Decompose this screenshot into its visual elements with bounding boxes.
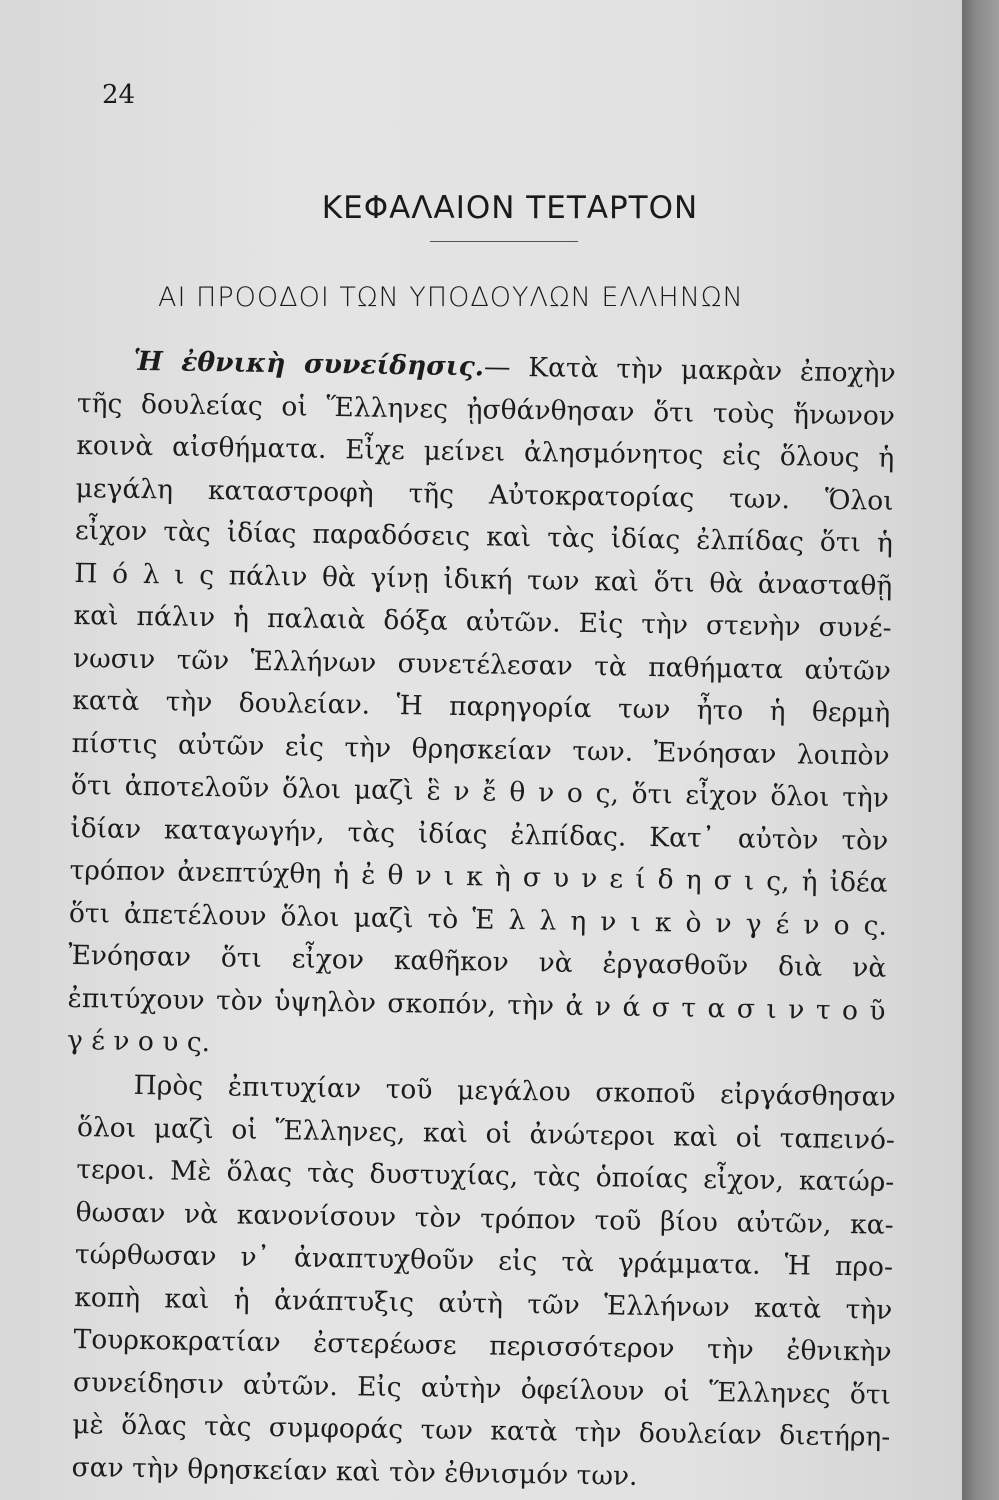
text-line: ὅλοι μαζὶ οἱ Ἕλληνες, καὶ οἱ ἀνώτεροι καὶ οἱ ταπεινό-	[76, 1111, 896, 1156]
scan-page-edge	[962, 0, 999, 1500]
text-line: τεροι. Μὲ ὅλας τὰς δυστυχίας, τὰς ὁποίας εἶχον, κατώρ-	[76, 1153, 895, 1198]
text-line: μεγάλη καταστροφὴ τῆς Αὐτοκρατορίας των. Ὅλοι	[75, 472, 894, 517]
text-line: νωσιν τῶν Ἑλλήνων συνετέλεσαν τὰ παθήματα αὐτῶν	[72, 642, 892, 687]
paragraph-2	[71, 1064, 896, 1500]
text-line: καὶ πάλιν ἡ παλαιὰ δόξα αὐτῶν. Εἰς τὴν στενὴν συνέ-	[73, 599, 892, 644]
text-line: ἰδίαν καταγωγήν, τὰς ἰδίας ἐλπίδας. Κατ᾽ αὐτὸν τὸν	[70, 812, 889, 857]
section-title: ΑΙ ΠΡΟΟΔΟΙ ΤΩΝ ΥΠΟΔΟΥΛΩΝ ΕΛΛΗΝΩΝ	[158, 282, 744, 313]
paragraph-1	[67, 340, 896, 1075]
text-line: γ έ ν ο υ ς.	[66, 1024, 211, 1059]
text-line: κοπὴ καὶ ἡ ἀνάπτυξις αὐτὴ τῶν Ἑλλήνων κατὰ τὴν	[74, 1281, 893, 1326]
text-line: ὅτι ἀποτελοῦν ὅλοι μαζὶ ἓ ν ἔ θ ν ο ς, ὅτι εἶχον ὅλοι τὴν	[70, 769, 890, 814]
text-line: τῆς δουλείας οἱ Ἕλληνες ᾐσθάνθησαν ὅτι τοὺς ἥνωνον	[76, 387, 896, 432]
text-line: Πρὸς ἐπιτυχίαν τοῦ μεγάλου σκοποῦ εἰργάσθησαν	[133, 1069, 896, 1113]
text-line: συνείδησιν αὐτῶν. Εἰς αὐτὴν ὀφείλουν οἱ Ἕλληνες ὅτι	[72, 1366, 892, 1411]
text-line: σαν τὴν θρησκείαν καὶ τὸν ἐθνισμόν των.	[71, 1451, 638, 1492]
text-line: εἶχον τὰς ἰδίας παραδόσεις καὶ τὰς ἰδίας ἐλπίδας ὅτι ἡ	[74, 514, 894, 559]
text-line: θωσαν νὰ κανονίσουν τὸν τρόπον τοῦ βίου αὐτῶν, κα-	[75, 1196, 894, 1241]
chapter-title: ΚΕΦΑΛΑΙΟΝ ΤΕΤΑΡΤΟΝ	[321, 190, 699, 226]
text-line: ἐπιτύχουν τὸν ὑψηλὸν σκοπόν, τὴν ἀ ν ά σ τ α σ ι ν τ ο ῦ	[67, 982, 886, 1027]
text-line: μὲ ὅλας τὰς συμφοράς των κατὰ τὴν δουλείαν διετήρη-	[72, 1408, 891, 1453]
page-number: 24	[102, 80, 136, 110]
text-line: κοινὰ αἰσθήματα. Εἶχε μείνει ἀλησμόνητος εἰς ὅλους ἡ	[76, 429, 895, 474]
text-line-rest: — Κατὰ τὴν μακρὰν ἐποχὴν	[483, 351, 896, 389]
paragraph-lead: Ἡ ἐθνικὴ συνείδησις.	[133, 345, 485, 383]
text-line: τρόπον ἀνεπτύχθη ἡ ἐ θ ν ι κ ὴ σ υ ν ε ί δ η σ ι ς, ἡ ἰδέα	[69, 854, 888, 899]
text-line: ὅτι ἀπετέλουν ὅλοι μαζὶ τὸ Ἑ λ λ η ν ι κ ὸ ν γ έ ν ο ς.	[68, 897, 888, 942]
text-line: κατὰ τὴν δουλείαν. Ἡ παρηγορία των ἦτο ἡ θερμὴ	[72, 684, 891, 729]
text-line: Ἐνόησαν ὅτι εἶχον καθῆκον νὰ ἐργασθοῦν διὰ νὰ	[68, 939, 887, 984]
text-line: Π ό λ ι ς πάλιν θὰ γίνῃ ἰδική των καὶ ὅτι θὰ ἀνασταθῇ	[74, 557, 893, 602]
title-divider	[430, 241, 578, 242]
text-line: Τουρκοκρατίαν ἐστερέωσε περισσότερον τὴν ἐθνικὴν	[73, 1323, 892, 1368]
text-line: τώρθωσαν ν᾽ ἀναπτυχθοῦν εἰς τὰ γράμματα. Ἡ προ-	[74, 1238, 894, 1283]
text-line: πίστις αὐτῶν εἰς τὴν θρησκείαν των. Ἐνόησαν λοιπὸν	[71, 727, 890, 772]
